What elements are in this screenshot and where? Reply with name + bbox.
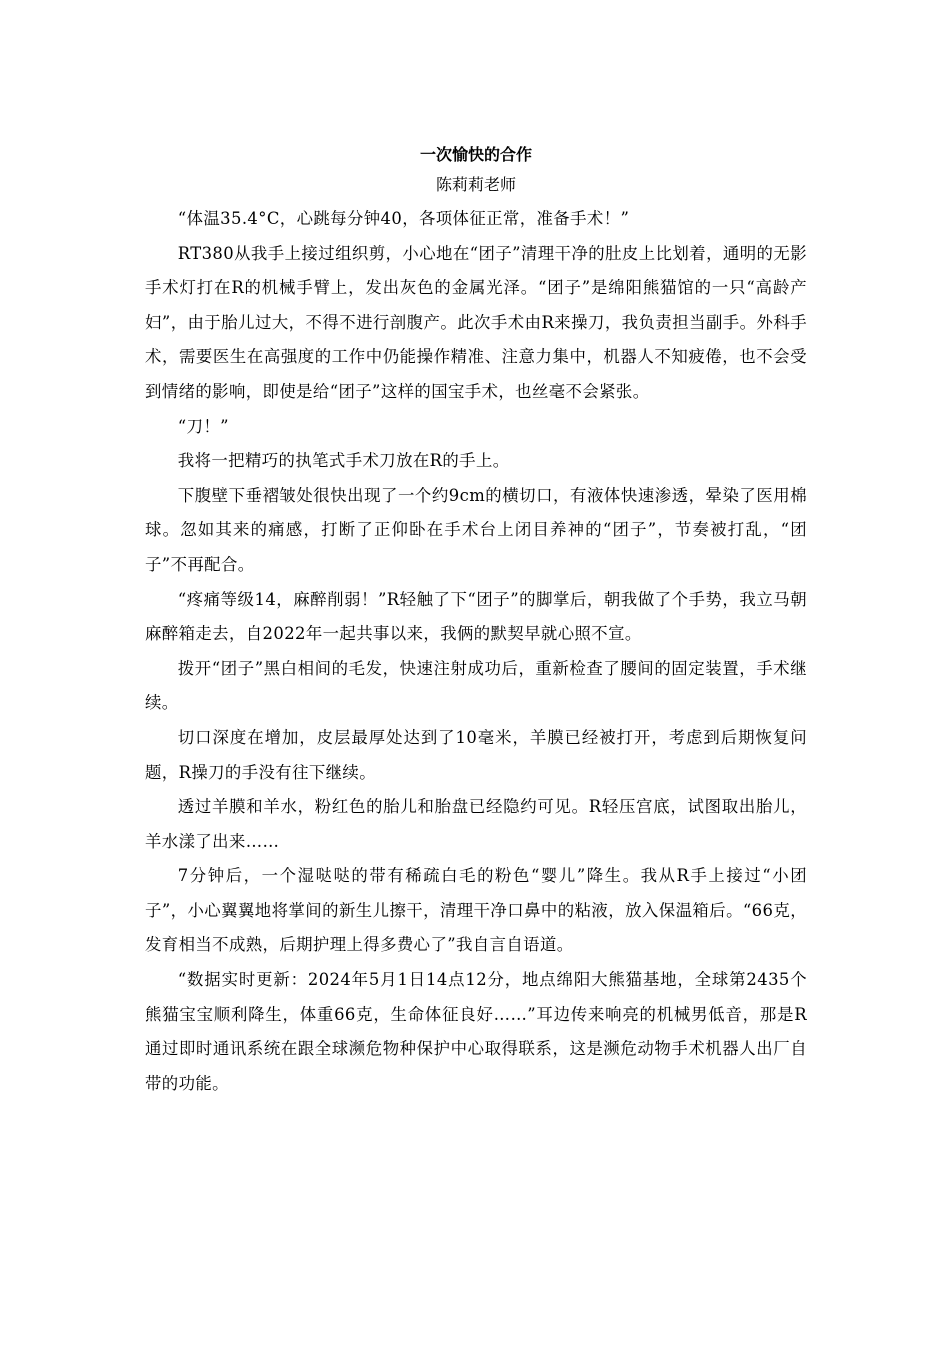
paragraph: 透过羊膜和羊水，粉红色的胎儿和胎盘已经隐约可见。R轻压宫底，试图取出胎儿，羊水漾了出来…… <box>145 797 807 851</box>
paragraph: “疼痛等级14，麻醉削弱！”R轻触了下“团子”的脚掌后，朝我做了个手势，我立马朝麻醉箱走去，自2022年一起共事以来，我俩的默契早就心照不宣。 <box>145 589 807 644</box>
paragraph: “数据实时更新：2024年5月1日14点12分，地点绵阳大熊猫基地，全球第2435个熊猫宝宝顺利降生，体重66克，生命体征良好……”耳边传来响亮的机械男低音，那是R通过即时通讯系统在跟全球濒危物种保护中心取得联系，这是濒危动物手术机器人出厂自带的功能。 <box>145 970 807 1093</box>
document-body <box>145 202 807 1101</box>
paragraph: RT380从我手上接过组织剪，小心地在“团子”清理干净的肚皮上比划着，通明的无影手术灯打在R的机械手臂上，发出灰色的金属光泽。“团子”是绵阳熊猫馆的一只“高龄产妇”，由于胎儿过大，不得不进行剖腹产。此次手术由R来操刀，我负责担当副手。外科手术，需要医生在高强度的工作中仍能操作精准、注意力集中，机器人不知疲倦，也不会受到情绪的影响，即使是给“团子”这样的国宝手术，也丝毫不会紧张。 <box>145 243 807 401</box>
paragraph: 下腹壁下垂褶皱处很快出现了一个约9cm的横切口，有液体快速渗透，晕染了医用棉球。忽如其来的痛感，打断了正仰卧在手术台上闭目养神的“团子”，节奏被打乱，“团子”不再配合。 <box>145 485 807 574</box>
document-title: 一次愉快的合作 <box>419 145 532 164</box>
paragraph: 我将一把精巧的执笔式手术刀放在R的手上。 <box>177 451 510 471</box>
document-page <box>145 140 807 1101</box>
paragraph: 拨开“团子”黑白相间的毛发，快速注射成功后，重新检查了腰间的固定装置，手术继续。 <box>145 658 807 713</box>
document-author: 陈莉莉老师 <box>435 175 516 194</box>
paragraph: “体温35.4°C，心跳每分钟40，各项体征正常，准备手术！” <box>177 209 630 228</box>
paragraph: 7分钟后，一个湿哒哒的带有稀疏白毛的粉色“婴儿”降生。我从R手上接过“小团子”，小心翼翼地将掌间的新生儿擦干，清理干净口鼻中的粘液，放入保温箱后。“66克，发育相当不成熟，后期护理上得多费心了”我自言自语道。 <box>145 866 807 955</box>
paragraph: 切口深度在增加，皮层最厚处达到了10毫米，羊膜已经被打开，考虑到后期恢复问题，R操刀的手没有往下继续。 <box>145 727 807 782</box>
paragraph: “刀！” <box>177 416 229 436</box>
